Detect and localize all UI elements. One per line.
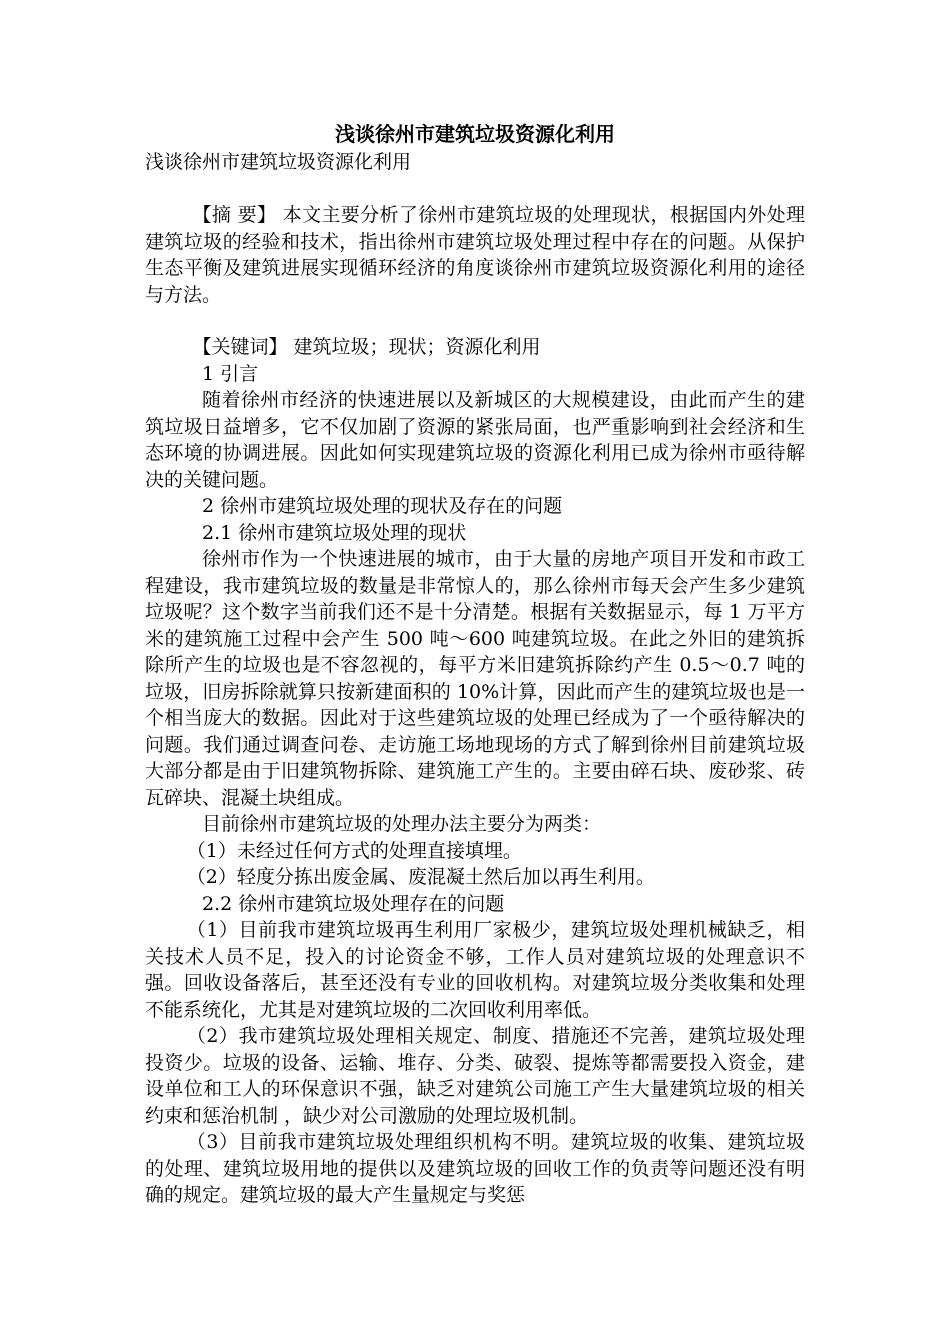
list-item-method-2: （2）轻度分拣出废金属、废混凝土然后加以再生利用。 <box>186 866 655 888</box>
document-page <box>145 120 805 1209</box>
paragraph-status: 徐州市作为一个快速进展的城市，由于大量的房地产项目开发和市政工程建设，我市建筑垃圾的数量是非常惊人的，那么徐州市每天会产生多少建筑垃圾呢？这个数字当前我们还不是十分清楚。根据有关数据显示，每 1 万平方米的建筑施工过程中会产生 500 吨～600 吨建筑垃圾。在此之外旧的建筑拆除所产生的垃圾也是不容忽视的，每平方米旧建筑拆除约产生 0.5～0.7 吨的垃圾，旧房拆除就算只按新建面积的 10%计算，因此而产生的建筑垃圾也是一个相当庞大的数据。因此对于这些建筑垃圾的处理已经成为了一个亟待解决的问题。我们通过调查问卷、走访施工场地现场的方式了解到徐州目前建筑垃圾大部分都是由于旧建筑物拆除、建筑施工产生的。主要由碎石块、废砂浆、砖瓦碎块、混凝土块组成。 <box>145 548 805 809</box>
keywords-line: 【关键词】 建筑垃圾；现状；资源化利用 <box>192 336 541 358</box>
paragraph-problem-3: （3）目前我市建筑垃圾处理组织机构不明。建筑垃圾的收集、建筑垃圾的处理、建筑垃圾用地的提供以及建筑垃圾的回收工作的负责等问题还没有明确的规定。建筑垃圾的最大产生量规定与奖惩 <box>145 1131 805 1206</box>
subsection-heading-2-1: 2.1 徐州市建筑垃圾处理的现状 <box>202 521 467 544</box>
paragraph-intro: 随着徐州市经济的快速进展以及新城区的大规模建设，由此而产生的建筑垃圾日益增多，它不仅加剧了资源的紧张局面，也严重影响到社会经济和生态环境的协调进展。因此如何实现建筑垃圾的资源化利用已成为徐州市亟待解决的关键问题。 <box>145 389 805 491</box>
section-heading-2: 2 徐州市建筑垃圾处理的现状及存在的问题 <box>202 495 563 517</box>
list-item-method-1: （1）未经过任何方式的处理直接填埋。 <box>186 839 522 862</box>
paragraph-problem-2: （2）我市建筑垃圾处理相关规定、制度、措施还不完善，建筑垃圾处理投资少。垃圾的设备、运输、堆存、分类、破裂、提炼等都需要投入资金，建设单位和工人的环保意识不强，缺乏对建筑公司施工产生大量建筑垃圾的相关约束和惩治机制 ，缺少对公司激励的处理垃圾机制。 <box>145 1025 805 1127</box>
blank-line <box>145 308 805 334</box>
section-heading-1: 1 引言 <box>202 362 259 385</box>
document-subtitle: 浅谈徐州市建筑垃圾资源化利用 <box>145 151 412 173</box>
subsection-heading-2-2: 2.2 徐州市建筑垃圾处理存在的问题 <box>202 892 505 915</box>
blank-line <box>145 176 805 202</box>
paragraph-problem-1: （1）目前我市建筑垃圾再生利用厂家极少，建筑垃圾处理机械缺乏，相关技术人员不足，投入的讨论资金不够，工作人员对建筑垃圾的处理意识不强。回收设备落后，甚至还没有专业的回收机构。对建筑垃圾分类收集和处理不能系统化，尤其是对建筑垃圾的二次回收利用率低。 <box>145 919 805 1021</box>
document-title: 浅谈徐州市建筑垃圾资源化利用 <box>335 122 615 146</box>
abstract-paragraph: 【摘 要】 本文主要分析了徐州市建筑垃圾的处理现状，根据国内外处理建筑垃圾的经验和技术，指出徐州市建筑垃圾处理过程中存在的问题。从保护生态平衡及建筑进展实现循环经济的角度谈徐州市建筑垃圾资源化利用的途径与方法。 <box>145 204 805 306</box>
paragraph-methods-intro: 目前徐州市建筑垃圾的处理办法主要分为两类： <box>202 813 602 835</box>
